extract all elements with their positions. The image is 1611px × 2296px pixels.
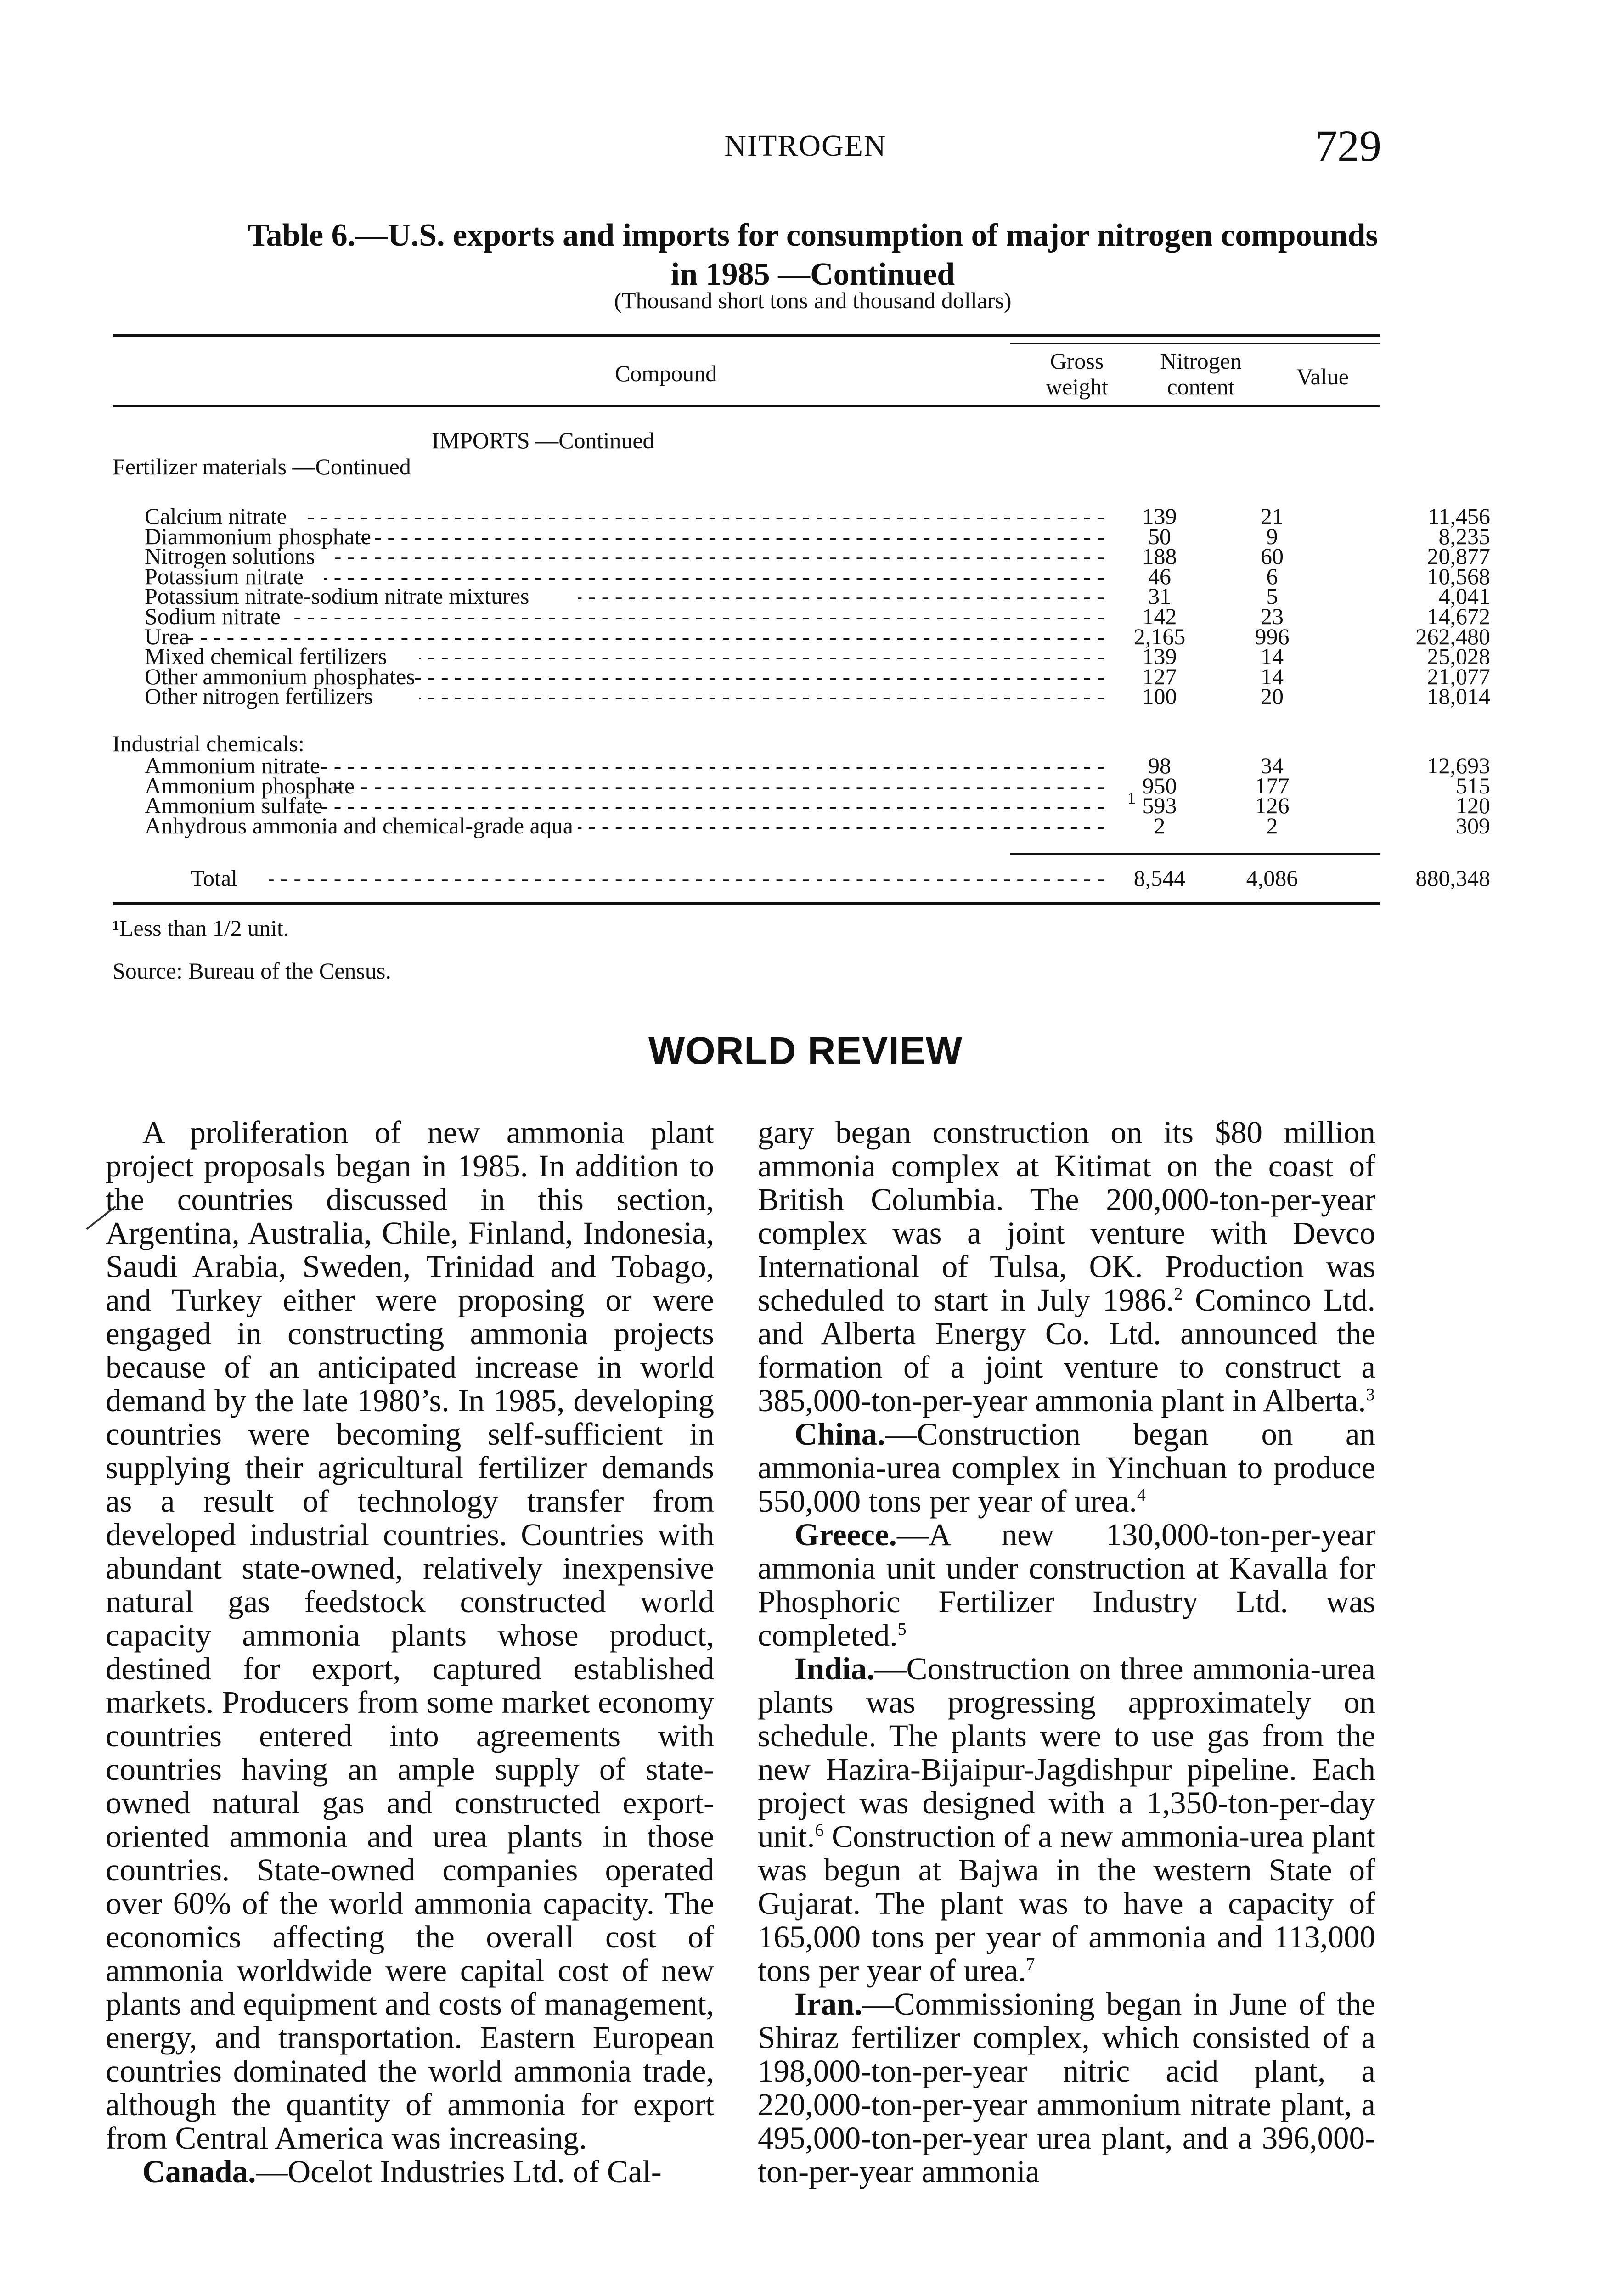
gross-weight-cell: 2 [1154,812,1166,838]
nitrogen-content-cell: 14 [1261,643,1284,670]
table-top-rule [113,334,1380,337]
nitrogen-content-cell: 23 [1261,603,1284,629]
table-row [113,683,1490,709]
table-row-total [113,865,1490,891]
compound-name: Potassium nitrate [145,563,304,589]
compound-name: Urea [145,623,190,649]
value-cell: 14,672 [1427,603,1490,629]
footnote-ref-2: 2 [1174,1284,1183,1304]
nitrogen-content-cell: 21 [1261,503,1284,529]
paragraph-china: China.—Construction began on an ammonia-urea complex in Yinchuan to produce 550,000 tons per year of urea.$^4$ [758,1417,1375,1519]
gross-weight-cell: 593 [1142,793,1177,819]
nitrogen-content-cell: 6 [1266,563,1278,589]
compound-name: Mixed chemical fertilizers [145,643,387,670]
footnote-ref-6: 6 [815,1821,824,1840]
nitrogen-content-cell: 9 [1266,523,1278,549]
leader-dots [578,815,1104,837]
table-header-rule [1010,343,1380,344]
compound-name: Ammonium sulfate [145,793,323,819]
paragraph-canada-continued: gary began construction on its $80 million ammonia complex at Kitimat on the coast of British Columbia. The 200,000-ton-per-year complex was a joint venture with Devco International of Tulsa, OK. Production was scheduled to start in July 1986.$^2$ Cominco Ltd. and Alberta Energy Co. Ltd. announced the formation of a joint venture to construct a 385,000-ton-per-year ammonia plant in Alberta.$^3$ [758,1116,1375,1418]
heading-greece: Greece. [794,1517,897,1552]
value-cell: 515 [1456,772,1490,799]
compound-name: Calcium nitrate [145,503,287,529]
table-units: (Thousand short tons and thousand dollars) [614,287,1012,313]
table-title [138,216,1488,294]
gross-weight-cell: 31 [1148,583,1171,609]
paragraph-intro: A proliferation of new ammonia plant project proposals began in 1985. In addition to the countries discussed in this section, Argentina, Australia, Chile, Finland, Indonesia, Saudi Arabia, Sweden, Trinidad and Tobago, and Turkey either were proposing or were engaged in constructing ammonia projects because of an anticipated increase in world demand by the late 1980’s. In 1985, developing countries were becoming self-sufficient in supplying their agricultural fertilizer demands as a result of technology transfer from developed industrial countries. Countries with abundant state-owned, relatively inexpensive natural gas feedstock constructed world capacity ammonia plants whose product, destined for export, captured established markets. Producers from some market economy countries entered into agreements with countries having an ample supply of state-owned natural gas and constructed export-oriented ammonia and urea plants in those countries. State-owned companies operated over 60% of the world ammonia capacity. The economics affecting the overall cost of ammonia worldwide were capital cost of new plants and equipment and costs of management, energy, and transportation. Eastern European countries dominated the world ammonia trade, although the quantity of ammonia for export from Central America was increasing. [106,1116,714,2155]
compound-name: Sodium nitrate [145,603,281,629]
column-header-value: Value [1296,364,1349,389]
leader-dots [293,605,1104,627]
leader-dots [419,645,1104,667]
compound-name: Diammonium phosphate [145,523,371,549]
total-nitrogen: 4,086 [1246,865,1298,891]
value-cell: 120 [1456,793,1490,819]
value-cell: 20,877 [1427,543,1490,569]
table-column-rule [113,405,1380,407]
leader-dots [356,525,1104,547]
paragraph-greece: Greece.—A new 130,000-ton-per-year ammonia unit under construction at Kavalla for Phosphoric Fertilizer Industry Ltd. was completed.$^5$ [758,1517,1375,1653]
footnote-ref-4: 4 [1137,1486,1146,1505]
gross-weight-cell: 142 [1142,603,1177,629]
canada-text: —Ocelot Industries Ltd. of Cal- [256,2154,662,2189]
footnote-ref-7: 7 [1026,1955,1035,1974]
paragraph-india: India.—Construction on three ammonia-urea plants was progressing approximately on schedule. The plants were to use gas from the new Hazira-Bijaipur-Jagdishpur pipeline. Each project was designed with a 1,350-ton-per-day unit.$^6$ Construction of a new ammonia-urea plant was begun at Bajwa in the western State of Gujarat. The plant was to have a capacity of 165,000 tons per year of ammonia and 113,000 tons per year of urea.$^7$ [758,1651,1375,1988]
gross-weight-cell: 2,165 [1133,623,1186,649]
heading-canada: Canada. [142,2154,256,2189]
leader-dots [314,754,1104,777]
leader-dots [335,545,1104,567]
leader-dots [335,775,1104,797]
nitrogen-content-cell: 34 [1261,753,1284,778]
leader-dots [303,505,1104,527]
value-cell: 309 [1456,812,1490,838]
column-header-gross-weight: Gross weight [1045,348,1109,400]
gross-weight-cell: 188 [1142,543,1177,569]
gross-weight-cell: 98 [1148,753,1171,778]
table-title-line-2: in 1985 —Continued [670,257,955,293]
value-cell: 25,028 [1427,643,1490,670]
gross-weight-cell: 46 [1148,563,1171,589]
gross-weight-cell: 100 [1142,683,1177,709]
total-label: Total [191,865,238,891]
leader-dots [419,685,1104,707]
total-rule [1010,853,1380,855]
value-cell: 10,568 [1427,563,1490,589]
leader-dots [578,585,1104,607]
table-title-line-1: Table 6.—U.S. exports and imports for consumption of major nitrogen compounds [248,218,1378,253]
compound-name: Other ammonium phosphates [145,663,415,689]
stray-mark: 1 [1127,789,1136,807]
compound-name: Nitrogen solutions [145,543,315,569]
table-row [113,603,1490,629]
section-imports: IMPORTS —Continued [432,428,654,453]
nitrogen-content-cell: 60 [1261,543,1284,569]
value-cell: 21,077 [1427,663,1490,689]
heading-iran: Iran. [794,1986,862,2021]
value-cell: 18,014 [1427,683,1490,709]
gross-weight-cell: 139 [1142,643,1177,670]
subsection-fertilizer-materials: Fertilizer materials —Continued [113,454,411,479]
compound-name: Ammonium phosphate [145,772,355,799]
industrial-chemicals-label: Industrial chemicals: [113,731,304,756]
source-note: Source: Bureau of the Census. [113,958,391,984]
table-bottom-rule [113,902,1380,905]
page-number: 729 [1315,121,1381,170]
section-heading-world-review: WORLD REVIEW [648,1029,963,1072]
gross-weight-cell: 139 [1142,503,1177,529]
paragraph-iran: Iran.—Commissioning began in June of the Shiraz fertilizer complex, which consisted of a 198,000-ton-per-year nitric acid plant, a 220,000-ton-per-year ammonium nitrate plant, a 495,000-ton-per-year urea plant, and a 396,000-ton-per-year ammonia [758,1986,1375,2189]
compound-name: Anhydrous ammonia and chemical-grade aqua [145,812,573,838]
nitrogen-content-cell: 996 [1255,623,1290,649]
value-cell: 4,041 [1438,583,1490,609]
value-cell: 262,480 [1415,623,1490,649]
heading-china: China. [794,1417,885,1452]
nitrogen-content-cell: 177 [1255,772,1290,799]
table-row [113,583,1490,609]
compound-name: Ammonium nitrate [145,753,320,778]
heading-india: India. [794,1651,875,1686]
value-cell: 8,235 [1438,523,1490,549]
leader-dots [269,867,1104,889]
value-cell: 11,456 [1428,503,1490,529]
text-column-right [758,1116,1375,2296]
footnote: ¹Less than 1/2 unit. [113,915,289,941]
nitrogen-content-cell: 5 [1266,583,1278,609]
paragraph-canada [106,2155,714,2189]
footnote-ref-5: 5 [897,1620,907,1639]
nitrogen-content-cell: 126 [1255,793,1290,819]
nitrogen-content-cell: 2 [1266,812,1278,838]
text-column-left [106,1116,714,2296]
running-header: NITROGEN [724,129,887,163]
compound-name: Other nitrogen fertilizers [145,683,373,709]
leader-dots [409,665,1104,687]
column-header-compound: Compound [614,360,717,386]
table-row [113,812,1490,838]
total-gross: 8,544 [1133,865,1186,891]
nitrogen-content-cell: 14 [1261,663,1284,689]
column-header-nitrogen-content: Nitrogen content [1160,348,1242,400]
nitrogen-content-cell: 20 [1261,683,1284,709]
gross-weight-cell: 950 [1142,772,1177,799]
compound-name: Potassium nitrate-sodium nitrate mixtures [145,583,529,609]
total-value: 880,348 [1415,865,1490,891]
footnote-ref-3: 3 [1366,1385,1375,1404]
gross-weight-cell: 127 [1142,663,1177,689]
gross-weight-cell: 50 [1148,523,1171,549]
value-cell: 12,693 [1427,753,1490,778]
